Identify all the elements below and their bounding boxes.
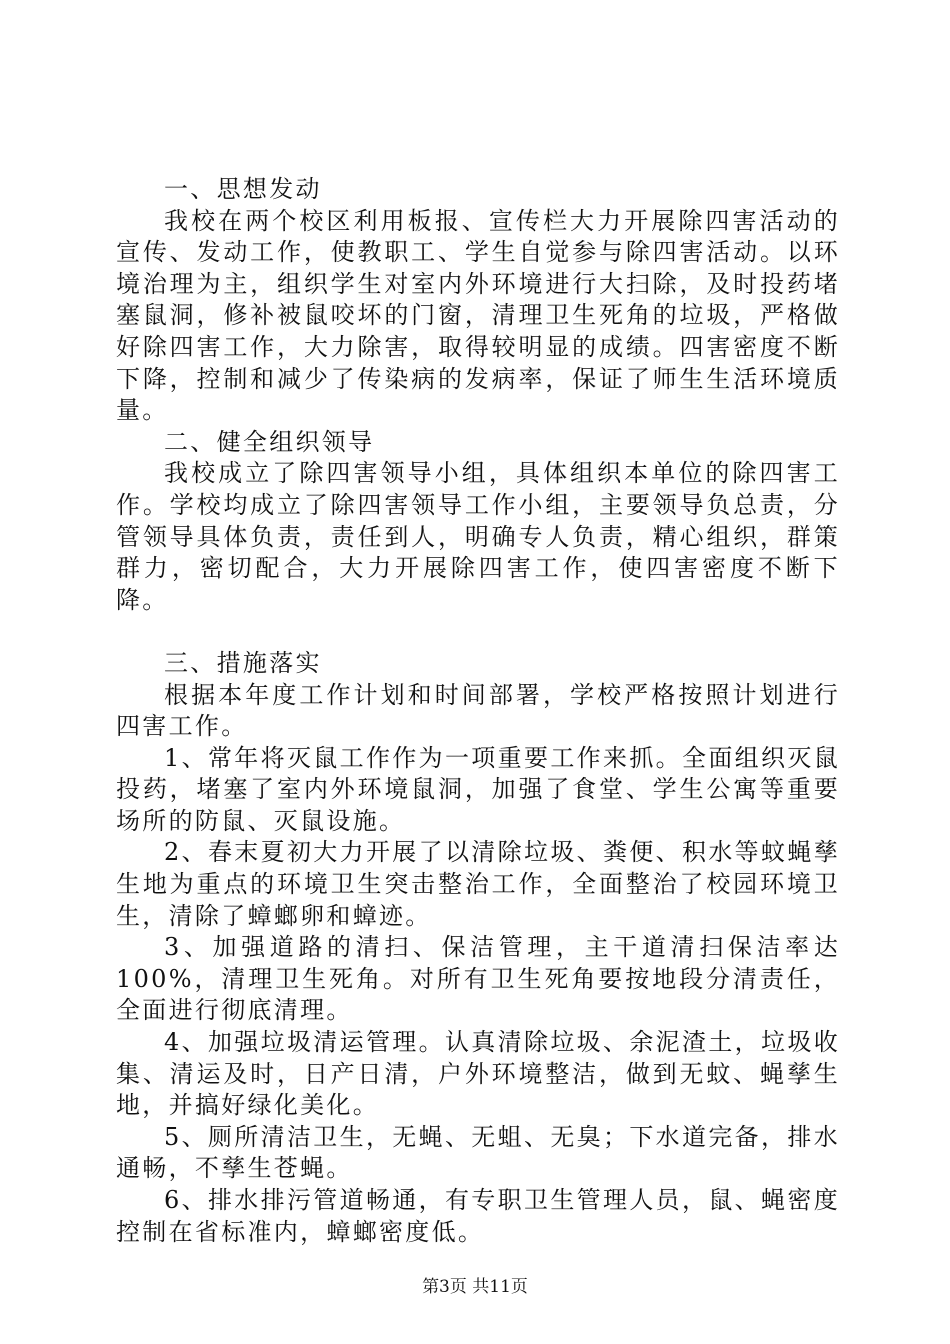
page-footer: 第3页 共11页 bbox=[422, 1277, 528, 1297]
document-body bbox=[116, 174, 840, 1248]
paragraph: 2、春末夏初大力开展了以清除垃圾、粪便、积水等蚊蝇孳生地为重点的环境卫生突击整治工作，全面整治了校园环境卫生，清除了蟑螂卵和蟑迹。 bbox=[116, 838, 840, 930]
paragraph: 根据本年度工作计划和时间部署，学校严格按照计划进行四害工作。 bbox=[116, 680, 840, 741]
paragraph: 我校在两个校区利用板报、宣传栏大力开展除四害活动的宣传、发动工作，使教职工、学生自觉参与除四害活动。以环境治理为主，组织学生对室内外环境进行大扫除，及时投药堵塞鼠洞，修补被鼠咬坏的门窗，清理卫生死角的垃圾，严格做好除四害工作，大力除害，取得较明显的成绩。四害密度不断下降，控制和减少了传染病的发病率，保证了师生生活环境质量。 bbox=[116, 206, 840, 425]
paragraph: 1、常年将灭鼠工作作为一项重要工作来抓。全面组织灭鼠投药，堵塞了室内外环境鼠洞，加强了食堂、学生公寓等重要场所的防鼠、灭鼠设施。 bbox=[116, 743, 840, 835]
paragraph: 我校成立了除四害领导小组，具体组织本单位的除四害工作。学校均成立了除四害领导工作小组，主要领导负总责，分管领导具体负责，责任到人，明确专人负责，精心组织，群策群力，密切配合，大力开展除四害工作，使四害密度不断下降。 bbox=[116, 459, 840, 614]
section-heading: 三、措施落实 bbox=[164, 648, 322, 677]
blank-line bbox=[116, 616, 840, 648]
paragraph: 5、厕所清洁卫生，无蝇、无蛆、无臭；下水道完备，排水通畅，不孳生苍蝇。 bbox=[116, 1122, 840, 1183]
paragraph: 6、排水排污管道畅通，有专职卫生管理人员，鼠、蝇密度控制在省标准内，蟑螂密度低。 bbox=[116, 1186, 840, 1246]
paragraph: 3、加强道路的清扫、保洁管理，主干道清扫保洁率达100%，清理卫生死角。对所有卫生死角要按地段分清责任，全面进行彻底清理。 bbox=[116, 933, 840, 1025]
paragraph: 4、加强垃圾清运管理。认真清除垃圾、余泥渣土，垃圾收集、清运及时，日产日清，户外环境整洁，做到无蚊、蝇孳生地，并搞好绿化美化。 bbox=[116, 1028, 840, 1120]
section-heading: 二、健全组织领导 bbox=[164, 427, 375, 456]
section-heading: 一、思想发动 bbox=[164, 175, 322, 203]
